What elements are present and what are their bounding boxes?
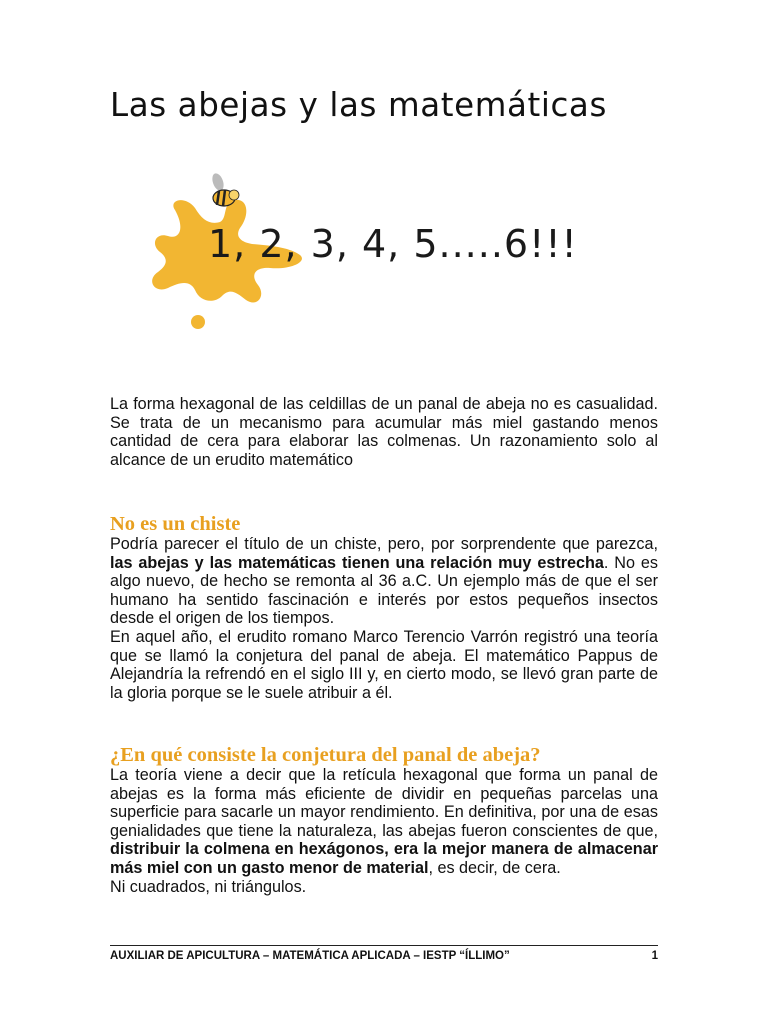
text-span: . No es algo nuevo, de hecho se remonta al 36 a.C. Un ejemplo más de que el ser humano ha sentido fascinación e interés por estos pequeños insectos desde el origen de los tiempos. <box>110 553 658 628</box>
section-conjetura <box>110 744 658 896</box>
intro-paragraph <box>110 395 658 469</box>
text-span: , es decir, de cera. <box>428 858 561 877</box>
paragraph: En aquel año, el erudito romano Marco Terencio Varrón registró una teoría que se llamó la conjetura del panal de abeja. El matemático Pappus de Alejandría la refrendó en el siglo III y, en cierto modo, se llevó gran parte de la gloria porque se le suele atribuir a él. <box>110 627 658 702</box>
text-span: La teoría viene a decir que la retícula hexagonal que forma un panal de abejas es la forma más eficiente de dividir en pequeñas parcelas una superficie para sacarle un mayor rendimiento. En definitiva, por una de esas genialidades que tiene la naturaleza, las abejas fueron conscientes de que, <box>110 766 658 840</box>
text-span: Podría parecer el título de un chiste, pero, por sorprendente que parezca, <box>110 535 658 553</box>
paragraph: Ni cuadrados, ni triángulos. <box>110 877 307 896</box>
page-footer <box>110 950 658 962</box>
bee-icon <box>210 172 239 206</box>
paragraph <box>110 535 658 628</box>
page-number: 1 <box>651 950 658 962</box>
section-heading: ¿En qué consiste la conjetura del panal de abeja? <box>110 744 541 766</box>
section-no-es-un-chiste <box>110 513 658 702</box>
intro-text: La forma hexagonal de las celdillas de un panal de abeja no es casualidad. Se trata de un mecanismo para acumular más miel gastando menos cantidad de cera para elaborar las colmenas. Un razonamiento solo al alcance de un erudito matemático <box>110 395 658 469</box>
footer-divider <box>110 945 658 946</box>
footer-text: AUXILIAR DE APICULTURA – MATEMÁTICA APLICADA – IESTP “ÍLLIMO” <box>110 950 510 962</box>
bold-text: distribuir la colmena en hexágonos, era la mejor manera de almacenar más miel con un gasto menor de material <box>110 840 658 877</box>
section-heading: No es un chiste <box>110 513 241 535</box>
document-title: Las abejas y las matemáticas <box>110 86 607 124</box>
counting-text: 1, 2, 3, 4, 5.....6!!! <box>208 222 578 266</box>
paragraph <box>110 766 658 878</box>
bold-text: las abejas y las matemáticas tienen una relación muy estrecha <box>110 553 604 572</box>
